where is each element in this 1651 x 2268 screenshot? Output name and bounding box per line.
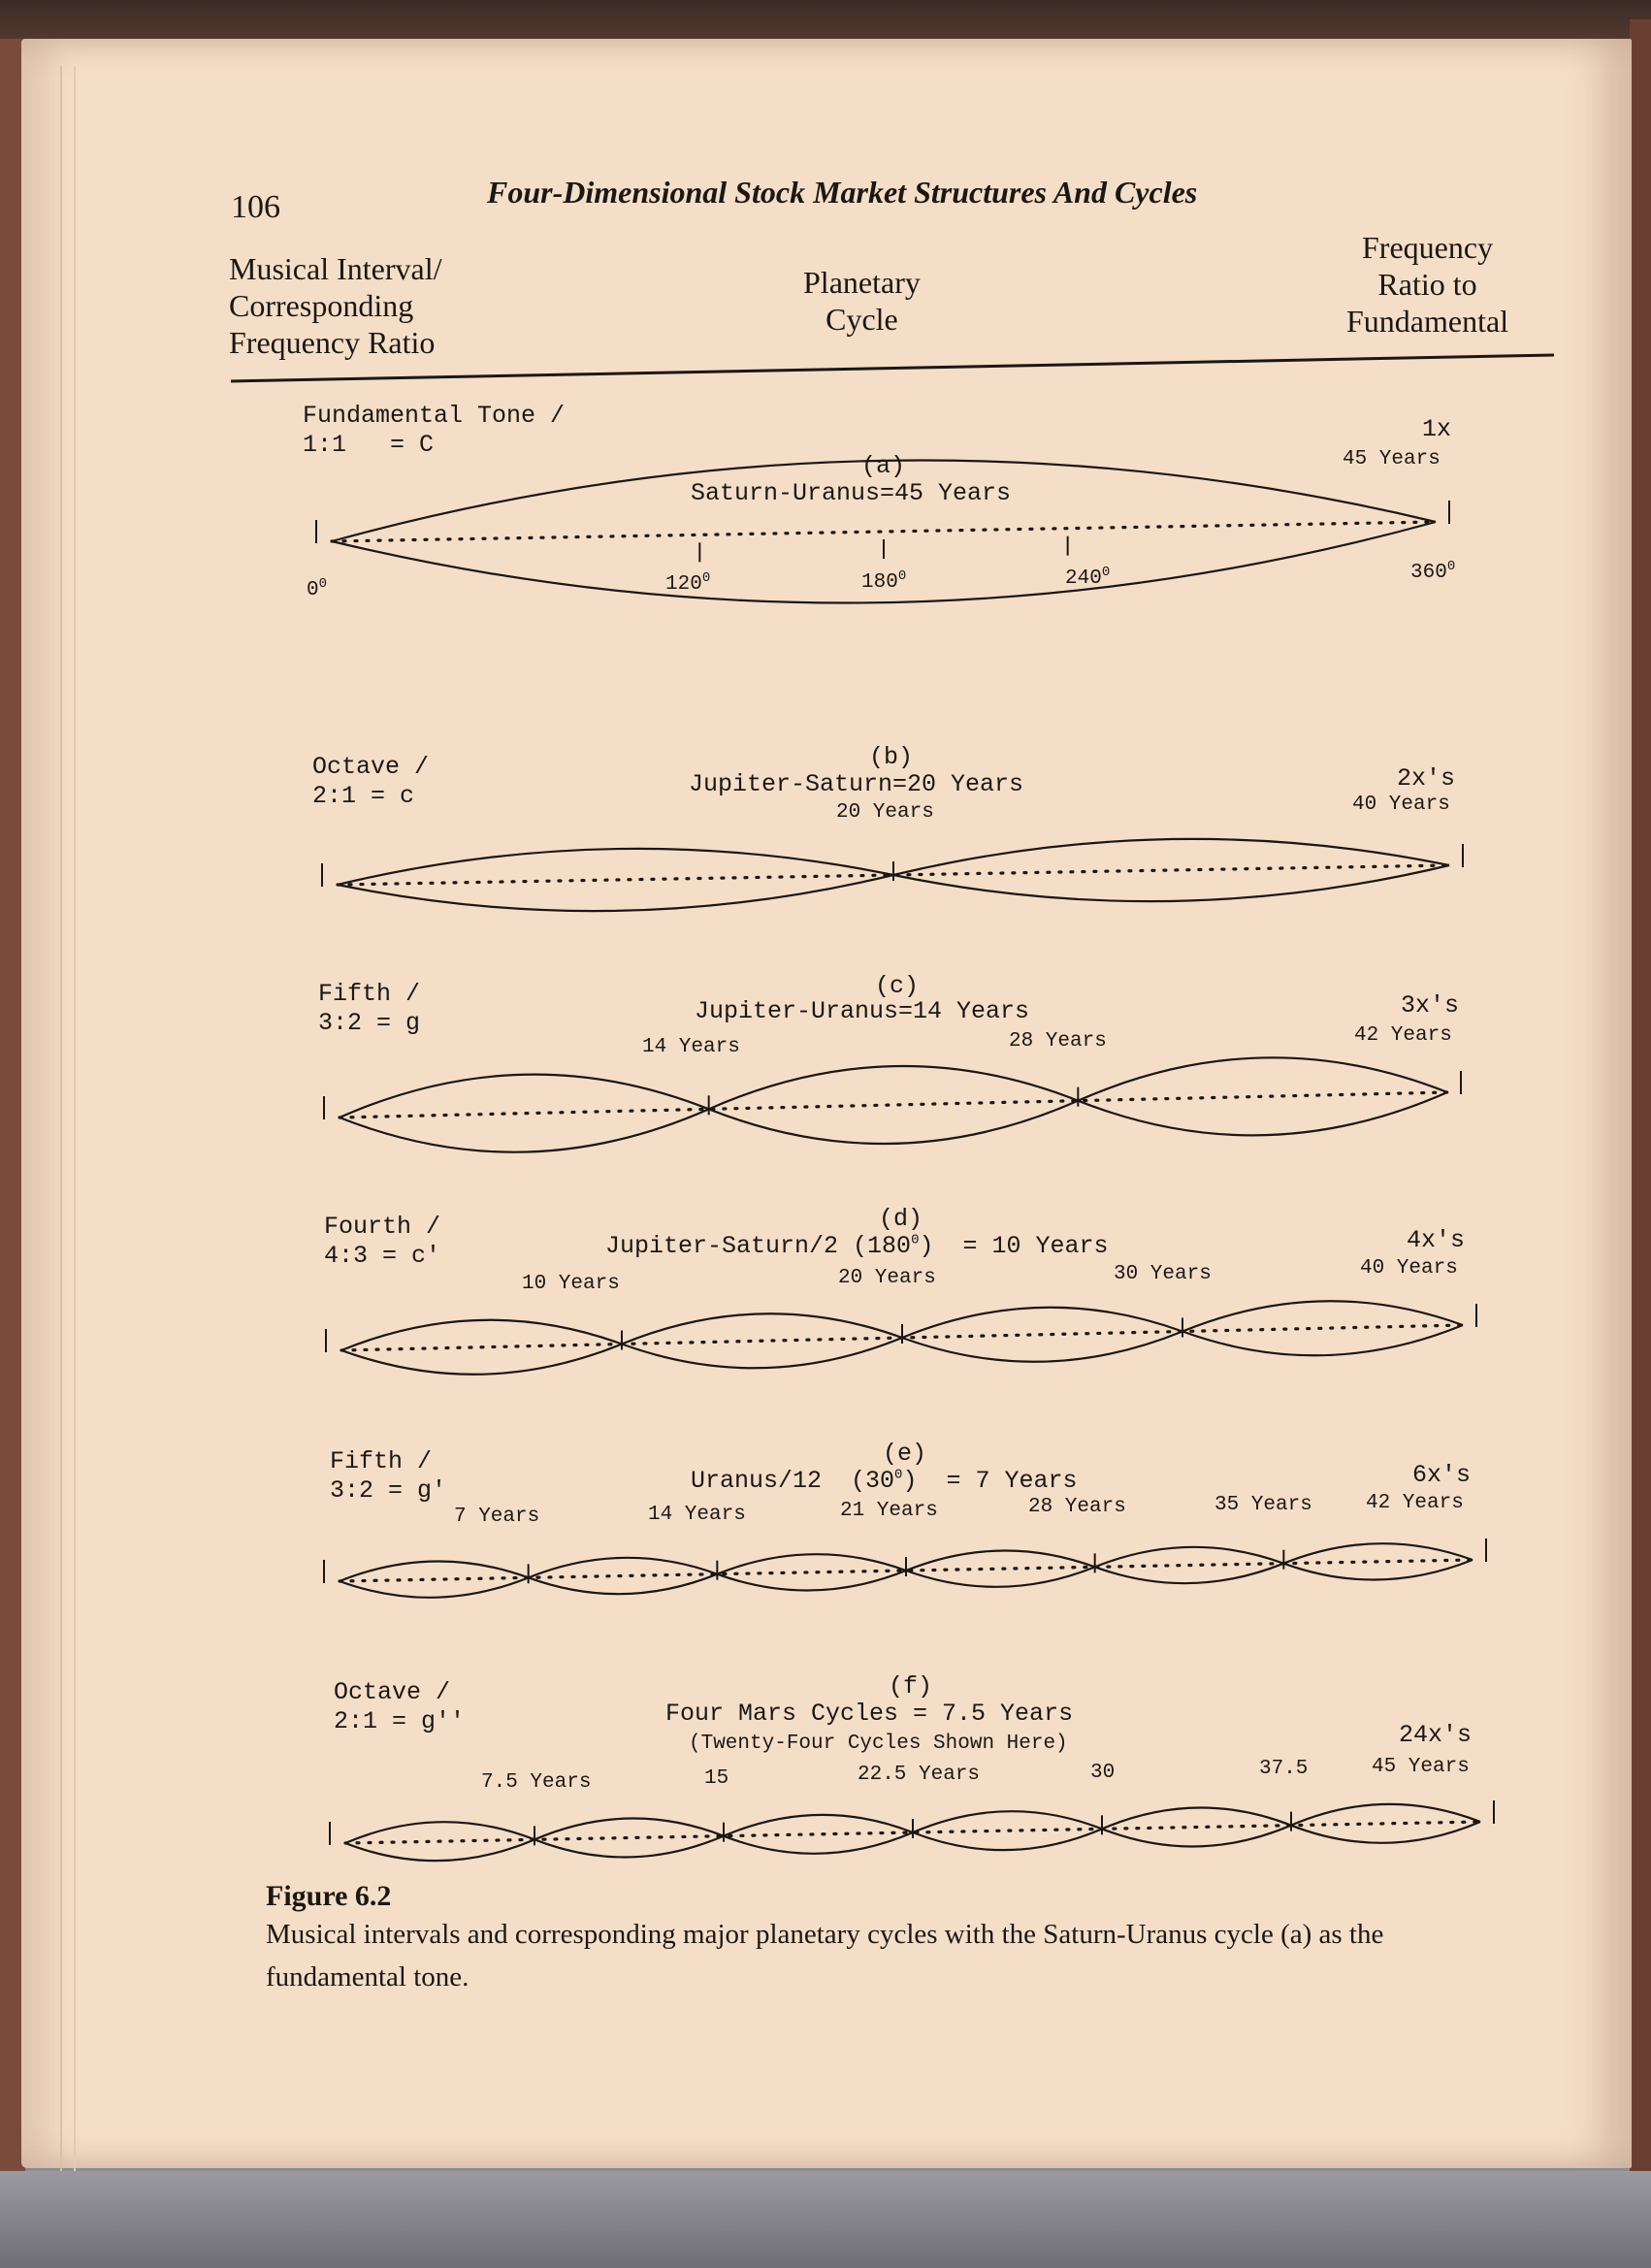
degree-mark: 0 — [701, 570, 711, 586]
row-c-mark: 14 Years — [642, 1036, 740, 1058]
row-c-multiple: 3x's — [1401, 991, 1460, 1020]
row-label-line: 3:2 = g — [318, 1009, 421, 1037]
row-label-line: 1:1 = C — [303, 431, 435, 459]
row-d-letter: (d) — [879, 1205, 923, 1233]
row-f-subtitle: (Twenty-Four Cycles Shown Here) — [689, 1733, 1068, 1755]
row-label-line: Octave / — [312, 753, 430, 781]
row-f-mark: 37.5 — [1259, 1758, 1309, 1780]
header-rule — [231, 355, 1554, 381]
row-e-title-end: ) = 7 Years — [902, 1467, 1078, 1495]
degree-label — [1410, 559, 1455, 584]
row-e-multiple: 6x's — [1412, 1461, 1472, 1489]
wave-arc-lower — [529, 1574, 718, 1594]
row-c-letter: (c) — [875, 972, 920, 1000]
degree-mark: 0 — [897, 568, 907, 584]
row-d-multiple: 4x's — [1407, 1226, 1466, 1254]
row-d-mark: 30 Years — [1114, 1263, 1212, 1285]
row-b-label — [312, 753, 429, 811]
row-e-mark: 7 Years — [454, 1506, 540, 1528]
wave-arc-upper — [709, 1066, 1079, 1109]
figure-caption — [266, 1913, 1383, 1998]
row-b-total: 40 Years — [1352, 794, 1450, 816]
page-number: 106 — [231, 189, 280, 225]
degree-mark: 0 — [1446, 559, 1456, 574]
wave-arc-upper — [1078, 1057, 1447, 1100]
degree-value: 240 — [1065, 567, 1102, 590]
row-e-label — [330, 1447, 446, 1506]
row-a-total: 45 Years — [1343, 448, 1441, 470]
wave-arc-lower — [893, 865, 1449, 901]
row-f-letter: (f) — [889, 1672, 933, 1701]
row-b-title: Jupiter-Saturn=20 Years — [689, 770, 1024, 798]
row-f-multiple: 24x's — [1399, 1721, 1473, 1749]
row-b-mark: 20 Years — [836, 801, 934, 824]
column-header-line: Ratio to — [1377, 267, 1477, 302]
wave-arc-lower — [340, 1109, 709, 1151]
row-d-title-end: ) = 10 Years — [919, 1232, 1109, 1260]
column-header-line: Cycle — [826, 302, 898, 337]
row-c-total: 42 Years — [1354, 1024, 1452, 1047]
degree-label — [665, 570, 710, 596]
row-e-mark: 21 Years — [840, 1500, 938, 1522]
row-d-title-start: Jupiter-Saturn/2 (180 — [605, 1232, 912, 1260]
row-e-letter: (e) — [883, 1440, 927, 1468]
degree-mark: 0 — [318, 576, 328, 592]
row-c-mark: 28 Years — [1009, 1030, 1107, 1053]
row-a-multiple: 1x — [1422, 415, 1452, 443]
wave-arc-lower — [1291, 1822, 1480, 1843]
wave-arc-upper — [893, 839, 1449, 875]
row-e-mark: 35 Years — [1214, 1494, 1312, 1516]
wave-arc-upper — [902, 1308, 1182, 1338]
row-label-line: 3:2 = g' — [330, 1476, 447, 1505]
wave-arc-upper — [1182, 1301, 1463, 1331]
row-c-title: Jupiter-Uranus=14 Years — [695, 997, 1030, 1025]
column-header-line: Frequency — [1362, 230, 1494, 265]
row-label-line: Fundamental Tone / — [303, 402, 566, 430]
column-header-line: Corresponding — [229, 288, 414, 323]
row-d-mark: 20 Years — [838, 1267, 936, 1289]
row-a-label — [303, 402, 565, 460]
degree-value: 360 — [1410, 562, 1447, 584]
row-f-mark: 30 — [1090, 1762, 1116, 1784]
degree-label — [1065, 565, 1110, 590]
row-label-line: Fourth / — [324, 1213, 441, 1241]
degree-value: 180 — [861, 571, 898, 594]
degree-mark: 0 — [1101, 565, 1111, 580]
row-e-mark: 14 Years — [648, 1504, 746, 1526]
row-b-multiple: 2x's — [1397, 764, 1456, 793]
row-d-mark: 10 Years — [522, 1273, 620, 1295]
column-header-line: Fundamental — [1346, 304, 1509, 339]
row-e-mark: 28 Years — [1028, 1496, 1126, 1518]
row-f-title: Four Mars Cycles = 7.5 Years — [665, 1700, 1074, 1728]
row-label-line: Fifth / — [330, 1447, 433, 1475]
row-f-mark: 15 — [704, 1767, 729, 1790]
row-label-line: Octave / — [334, 1678, 451, 1706]
caption-line: fundamental tone. — [266, 1961, 469, 1993]
degree-label — [861, 568, 906, 594]
row-label-line: 2:1 = g'' — [334, 1707, 466, 1735]
row-label-line: 2:1 = c — [312, 782, 415, 810]
degree-mark: 0 — [911, 1232, 920, 1248]
wave-arc-upper — [913, 1811, 1102, 1832]
column-header-line: Planetary — [803, 265, 921, 300]
row-d-total: 40 Years — [1360, 1257, 1458, 1280]
column-header-line: Frequency Ratio — [229, 325, 436, 360]
wave-group — [316, 461, 1494, 1862]
row-label-line: 4:3 = c' — [324, 1242, 441, 1270]
degree-value: 120 — [665, 573, 702, 596]
running-head: Four-Dimensional Stock Market Structures And Cycles — [487, 175, 1198, 210]
wave-arc-upper — [906, 1551, 1095, 1571]
row-f-mark: 22.5 Years — [858, 1764, 981, 1786]
wave-arc-lower — [534, 1836, 724, 1858]
row-f-mark: 7.5 Years — [481, 1771, 592, 1794]
wave-arc-lower — [709, 1101, 1079, 1144]
degree-label — [307, 576, 327, 601]
row-a-letter: (a) — [861, 452, 906, 480]
row-c-label — [318, 980, 420, 1038]
row-e-total: 42 Years — [1366, 1492, 1464, 1514]
column-header-line: Musical Interval/ — [229, 251, 442, 286]
row-e-title-start: Uranus/12 (30 — [691, 1467, 895, 1495]
row-f-label — [334, 1678, 465, 1736]
row-e-title — [691, 1467, 1077, 1495]
caption-line: Musical intervals and corresponding major planetary cycles with the Saturn-Uranus cycle (a) as the — [266, 1919, 1384, 1950]
wave-arc-lower — [1182, 1325, 1463, 1355]
row-label-line: Fifth / — [318, 980, 421, 1008]
row-f-total: 45 Years — [1372, 1756, 1470, 1778]
degree-value: 0 — [307, 579, 319, 601]
row-b-letter: (b) — [869, 743, 914, 771]
dotted-axis — [332, 522, 1436, 541]
row-d-label — [324, 1213, 440, 1271]
row-a-title: Saturn-Uranus=45 Years — [691, 479, 1012, 507]
dotted-axis — [340, 1092, 1447, 1118]
degree-mark: 0 — [894, 1467, 903, 1483]
row-d-title — [605, 1232, 1109, 1260]
wave-arc-upper — [724, 1815, 913, 1836]
figure-label: Figure 6.2 — [266, 1880, 392, 1912]
